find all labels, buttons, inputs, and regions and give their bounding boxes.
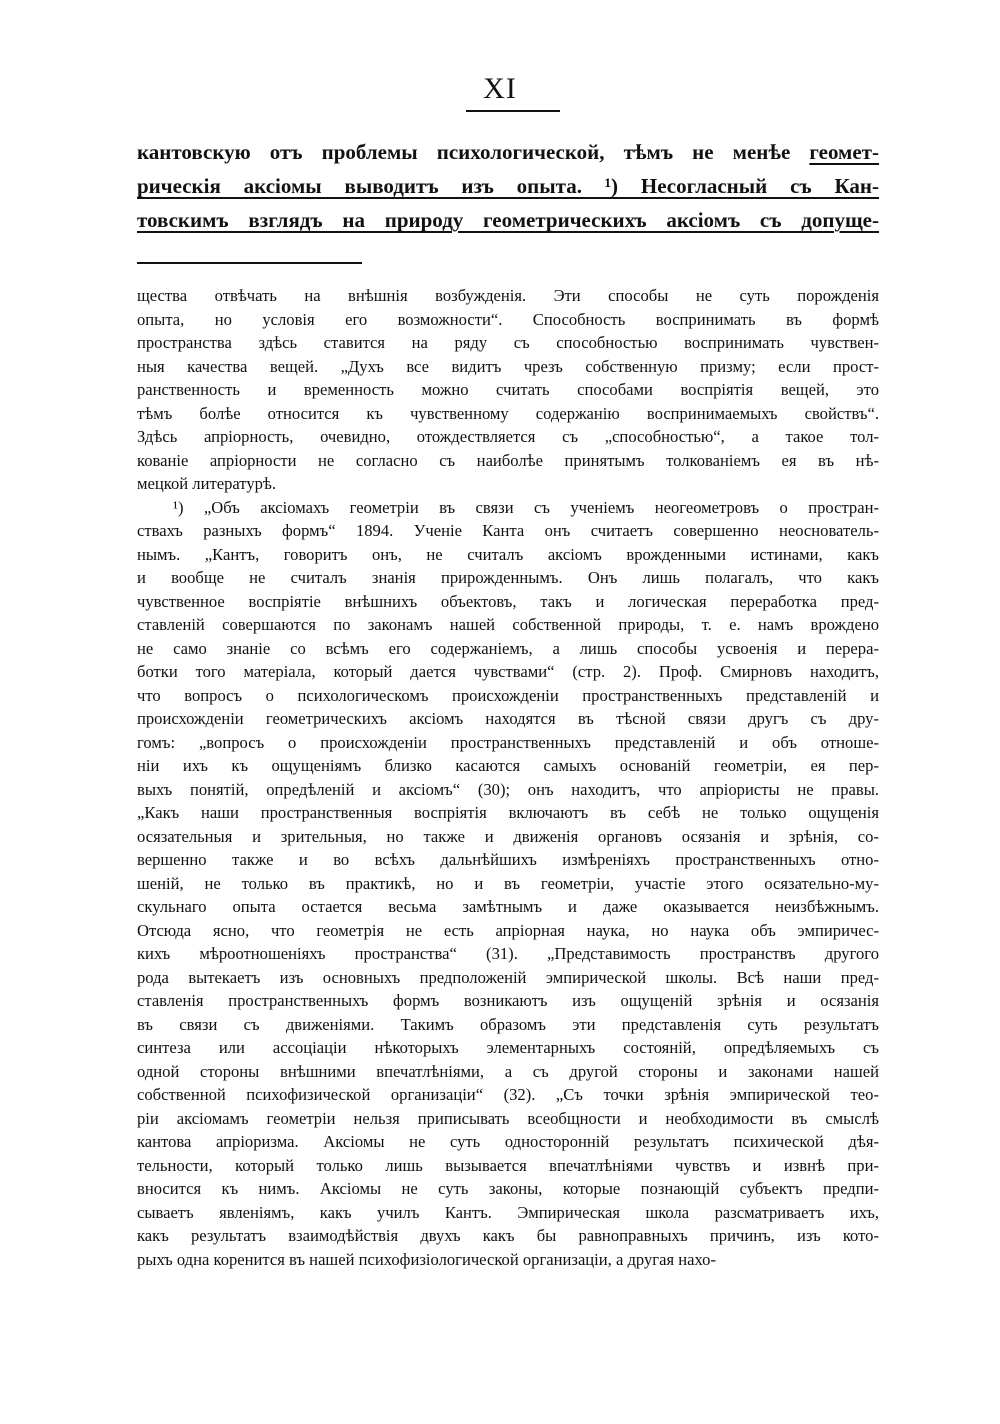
footnote-line: ріи аксіомамъ геометріи нельзя приписывать всеобщности и необходимости въ смыслѣ [137,1108,879,1128]
footnote-line: не само знаніе со всѣмъ его содержаніемъ, а лишь способы усвоенія и перера- [137,638,879,658]
footnote-line: ставленія пространственныхъ формъ возникаютъ изъ ощущеній зрѣнія и осязанія [137,991,879,1010]
page-number: XI [483,72,517,105]
main-text-line: товскимъ взглядъ на природу геометрическихъ аксіомъ съ допуще- [137,208,879,232]
footnote-line: вносится къ нимъ. Аксіомы не суть законы, которые познающій субъектъ предпи- [137,1179,879,1198]
footnote-separator [137,262,362,264]
footnote-line: вершенно также и во всѣхъ дальнѣйшихъ измѣреніяхъ пространственныхъ отно- [137,850,879,869]
footnote-line: осязательныя и зрительныя, но также и движенія органовъ осязанія и зрѣнія, со- [137,826,879,846]
footnote-line: гомъ: „вопросъ о происхожденіи пространственныхъ представленій и объ отноше- [137,732,879,752]
footnote-line: собственной психофизической организаціи“ (32). „Съ точки зрѣнія эмпирической тео- [137,1085,879,1104]
footnote-line: выхъ понятій, опредѣленій и аксіомъ“ (30); онъ находитъ, что апріористы не правы. [137,779,879,799]
main-text-line: кантовскую отъ проблемы психологической, тѣмъ не менѣе геомет- [137,140,879,164]
footnote-line: въ связи съ движеніями. Такимъ образомъ эти представленія суть результатъ [137,1014,879,1034]
footnote-line: кантова апріоризма. Аксіомы не суть односторонній результатъ психической дѣя- [137,1132,879,1151]
footnote-line: „Какъ наши пространственныя воспріятія включаютъ въ себѣ не только ощущенія [137,803,879,822]
footnote-line: пространства здѣсь ставится на ряду съ способностью воспринимать чувствен- [137,333,879,352]
footnote-line: щества отвѣчать на внѣшнія возбужденія. Эти способы не суть порожденія [137,286,879,305]
footnote-line: ¹) „Объ аксіомахъ геометріи въ связи съ ученіемъ неогеометровъ о простран- [173,497,879,517]
footnote-line: Отсюда ясно, что геометрія не есть апріорная наука, но наука объ эмпиричес- [137,920,879,940]
footnote-line: и вообще не считалъ знанія прирожденнымъ. Онъ лишь полагалъ, что какъ [137,568,879,587]
footnote-line: тельности, который только лишь вызывается впечатлѣніями чувствъ и извнѣ при- [137,1155,879,1175]
footnote-line: Здѣсь апріорность, очевидно, отождествляется съ „способностью“, а такое тол- [137,427,879,446]
footnote-line: синтеза или ассоціаціи нѣкоторыхъ элементарныхъ состояній, опредѣляемыхъ съ [137,1038,879,1057]
footnote-line: мецкой литературѣ. [137,474,277,493]
footnote-line: рыхъ одна коренится въ нашей психофизіологической организаціи, а другая нахо- [137,1249,716,1269]
page-number-rule [466,110,560,112]
footnote-line: одной стороны внѣшними впечатлѣніями, а съ другой стороны и законами нашей [137,1061,879,1081]
main-text-line: рическія аксіомы выводитъ изъ опыта. ¹) Несогласный съ Кан- [137,174,879,198]
footnote-line: кихъ мѣроотношеніяхъ пространства“ (31). „Представимость пространствъ другого [137,944,879,963]
footnote-line: кованіе апріорности не согласно съ наиболѣе принятымъ толкованіемъ ея въ нѣ- [137,450,879,470]
footnote-line: нымъ. „Кантъ, говоритъ онъ, не считалъ аксіомъ врожденными истинами, какъ [137,544,879,564]
footnote-line: происхожденіи геометрическихъ аксіомъ находятся въ тѣсной связи другъ съ дру- [137,709,879,728]
footnote-line: что вопросъ о психологическомъ происхожденіи пространственныхъ представленій и [137,685,879,705]
footnote-line: ранственность и временность можно считать способами воспріятія вещей, это [137,380,879,399]
footnote-line: шеній, не только въ практикѣ, но и въ геометріи, участіе этого осязательно-му- [137,873,879,893]
footnote-line: тѣмъ болѣе относится къ чувственному содержанію воспринимаемыхъ свойствъ“. [137,403,879,423]
footnote-line: рода вытекаетъ изъ основныхъ предположеній эмпирической школы. Всѣ наши пред- [137,967,879,987]
footnote-line: опыта, но условія его возможности“. Способность воспринимать въ формѣ [137,309,879,329]
footnotes [137,284,879,1271]
footnote-line: ніи ихъ къ ощущеніямъ близко касаются самыхъ основаній геометріи, ея пер- [137,756,879,775]
footnote-line: скульнаго опыта остается весьма замѣтнымъ и даже оказывается неизбѣжнымъ. [137,897,879,916]
footnote-line: ставленій совершаются по законамъ нашей собственной природы, т. е. намъ врождено [137,615,879,634]
main-text [137,135,879,237]
footnote-line: ныя качества вещей. „Духъ все видитъ чрезъ собственную призму; если прост- [137,356,879,376]
footnote-line: сываетъ явленіямъ, какъ училъ Кантъ. Эмпирическая школа разсматриваетъ ихъ, [137,1202,879,1222]
footnote-line: какъ результатъ взаимодѣйствія двухъ какъ бы равноправныхъ причинъ, изъ кото- [137,1226,879,1245]
footnote-line: ботки того матеріала, который дается чувствами“ (стр. 2). Проф. Смирновъ находитъ, [137,662,879,681]
footnote-line: ствахъ разныхъ формъ“ 1894. Ученіе Канта онъ считаетъ совершенно неоснователь- [137,521,879,540]
footnote-line: чувственное воспріятіе внѣшнихъ объектовъ, такъ и логическая переработка пред- [137,591,879,611]
